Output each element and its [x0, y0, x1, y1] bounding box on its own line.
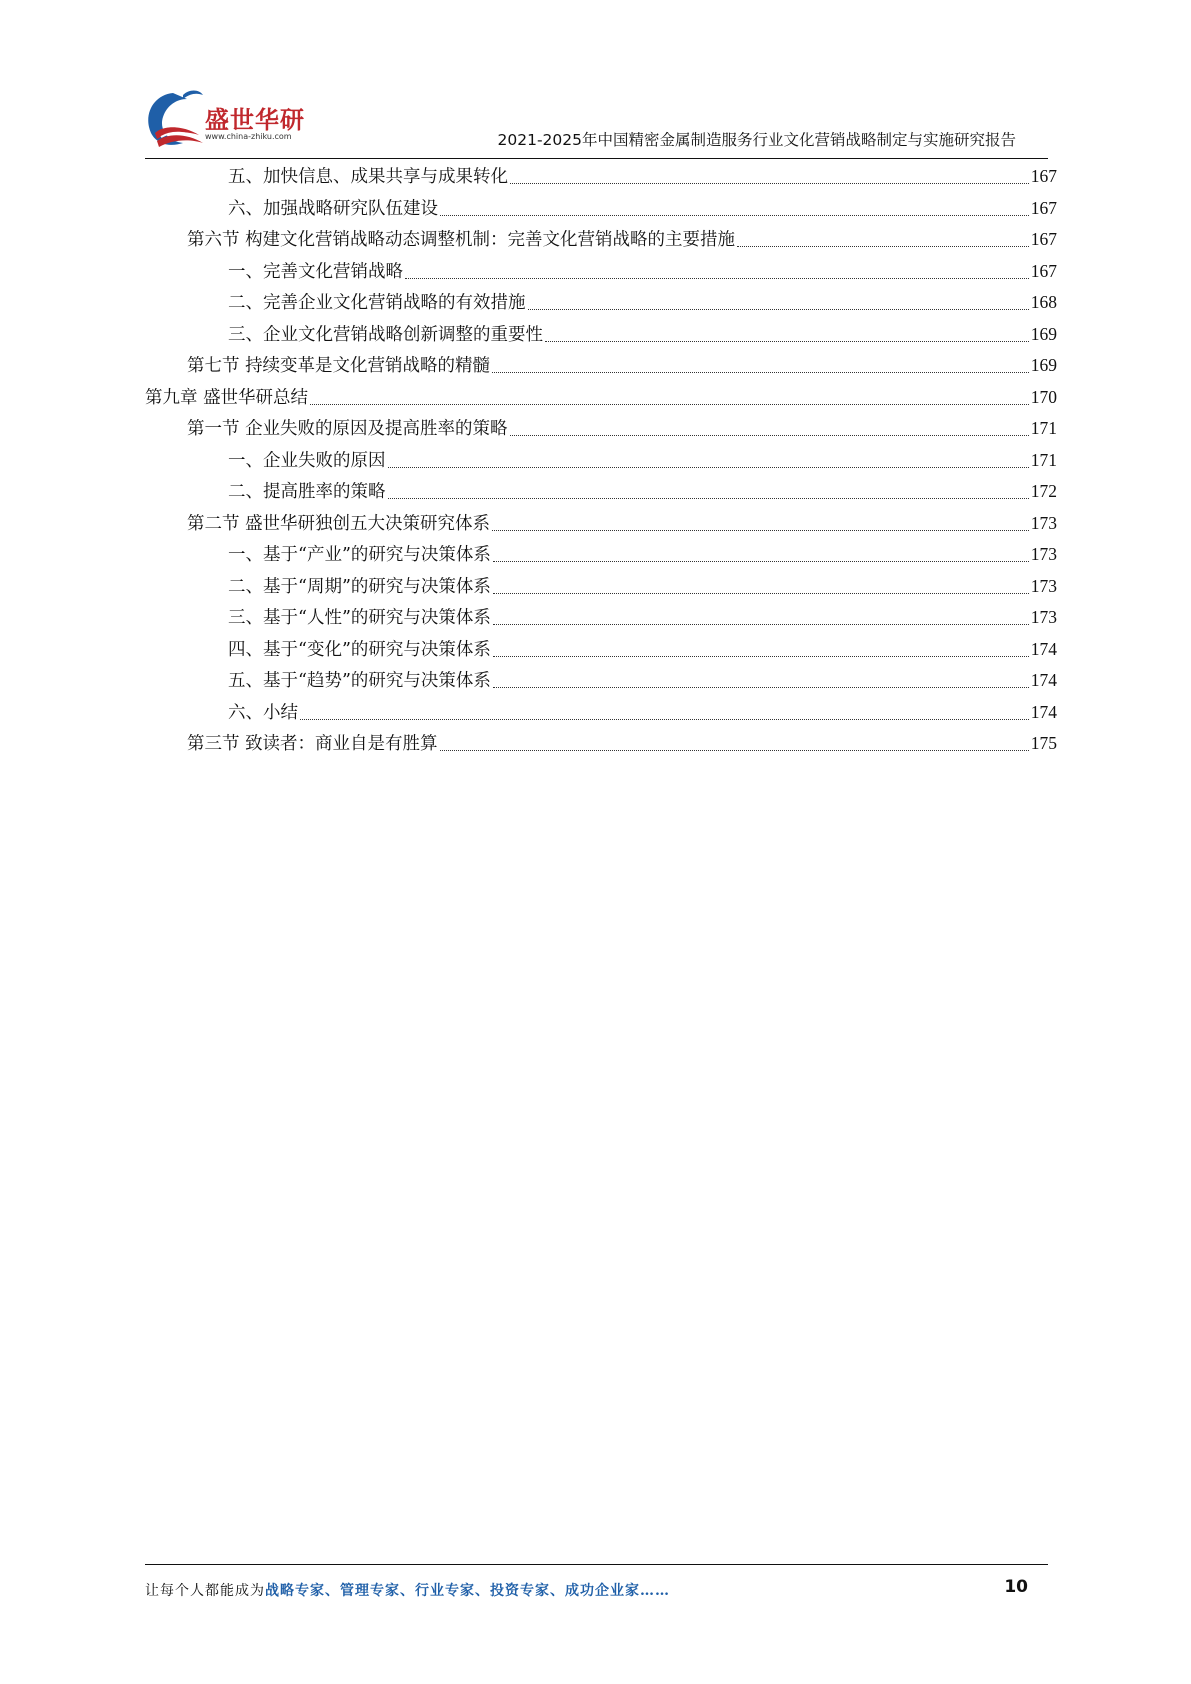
- toc-entry-title: 第二节 盛世华研独创五大决策研究体系: [187, 513, 491, 534]
- toc-entry[interactable]: [145, 634, 1057, 666]
- toc-entry[interactable]: [145, 728, 1057, 760]
- toc-dot-leader: [492, 530, 1029, 531]
- toc-entry-title: 第七节 持续变革是文化营销战略的精髓: [187, 356, 491, 376]
- toc-entry-page: 173: [1030, 575, 1057, 596]
- footer-slogan-emphasis: 战略专家、管理专家、行业专家、投资专家、成功企业家……: [265, 1583, 670, 1599]
- toc-dot-leader: [493, 593, 1029, 594]
- toc-entry[interactable]: [145, 413, 1057, 445]
- toc-dot-leader: [300, 719, 1029, 720]
- toc-entry-page: 170: [1030, 386, 1057, 407]
- toc-dot-leader: [528, 309, 1029, 310]
- toc-entry-page: 173: [1030, 607, 1057, 627]
- toc-entry[interactable]: [145, 319, 1057, 351]
- toc-entry[interactable]: [145, 445, 1057, 477]
- footer-divider: [145, 1564, 1048, 1565]
- toc-dot-leader: [440, 215, 1029, 216]
- table-of-contents: [145, 161, 1057, 760]
- toc-entry-title: 二、完善企业文化营销战略的有效措施: [228, 293, 526, 313]
- logo-url: www.china-zhiku.com: [205, 132, 292, 141]
- logo-text: 盛世华研: [205, 106, 305, 134]
- toc-entry-page: 167: [1030, 197, 1057, 218]
- toc-entry-title: 五、加快信息、成果共享与成果转化: [228, 167, 508, 187]
- toc-entry[interactable]: [145, 602, 1057, 634]
- toc-entry-title: 三、企业文化营销战略创新调整的重要性: [228, 324, 543, 345]
- toc-dot-leader: [405, 278, 1029, 279]
- toc-entry-title: 六、小结: [228, 702, 298, 723]
- toc-dot-leader: [493, 687, 1029, 688]
- toc-entry-page: 174: [1030, 670, 1057, 690]
- toc-entry[interactable]: [145, 224, 1057, 256]
- toc-dot-leader: [493, 656, 1029, 657]
- toc-dot-leader: [310, 404, 1029, 405]
- toc-entry[interactable]: [145, 571, 1057, 603]
- toc-entry[interactable]: [145, 476, 1057, 508]
- toc-entry-page: 169: [1030, 355, 1057, 375]
- toc-entry-title: 六、加强战略研究队伍建设: [228, 198, 438, 219]
- toc-dot-leader: [492, 372, 1029, 373]
- toc-entry-page: 175: [1030, 733, 1057, 753]
- toc-entry-page: 174: [1030, 701, 1057, 722]
- toc-entry-page: 167: [1030, 229, 1057, 249]
- toc-entry[interactable]: [145, 539, 1057, 571]
- toc-dot-leader: [493, 624, 1029, 625]
- toc-entry-page: 167: [1030, 260, 1057, 281]
- toc-dot-leader: [493, 561, 1029, 562]
- toc-entry-title: 第一节 企业失败的原因及提高胜率的策略: [187, 419, 508, 439]
- toc-entry-page: 174: [1030, 638, 1057, 659]
- toc-entry-page: 168: [1030, 292, 1057, 312]
- toc-dot-leader: [510, 183, 1029, 184]
- toc-entry-title: 二、基于“周期”的研究与决策体系: [228, 576, 491, 597]
- toc-dot-leader: [388, 498, 1029, 499]
- toc-entry-page: 173: [1030, 512, 1057, 533]
- page-header: [0, 0, 1191, 160]
- toc-entry-title: 一、基于“产业”的研究与决策体系: [228, 545, 491, 565]
- toc-entry-title: 一、完善文化营销战略: [228, 261, 403, 282]
- toc-dot-leader: [737, 246, 1029, 247]
- header-divider: [145, 158, 1048, 159]
- toc-dot-leader: [510, 435, 1029, 436]
- toc-dot-leader: [388, 467, 1029, 468]
- toc-entry[interactable]: [145, 256, 1057, 288]
- toc-entry-title: 第九章 盛世华研总结: [145, 387, 309, 408]
- toc-entry[interactable]: [145, 287, 1057, 319]
- toc-entry-page: 171: [1030, 418, 1057, 438]
- toc-entry-page: 167: [1030, 166, 1057, 186]
- document-title: 2021-2025年中国精密金属制造服务行业文化营销战略制定与实施研究报告: [497, 131, 1016, 149]
- toc-entry-page: 172: [1030, 481, 1057, 501]
- toc-entry[interactable]: [145, 161, 1057, 193]
- toc-entry[interactable]: [145, 193, 1057, 225]
- toc-entry-page: 171: [1030, 449, 1057, 470]
- toc-entry[interactable]: [145, 508, 1057, 540]
- toc-entry[interactable]: [145, 350, 1057, 382]
- toc-entry-page: 169: [1030, 323, 1057, 344]
- toc-entry-title: 一、企业失败的原因: [228, 450, 386, 471]
- toc-dot-leader: [440, 750, 1029, 751]
- footer-slogan: [145, 1580, 670, 1600]
- toc-entry-title: 五、基于“趋势”的研究与决策体系: [228, 671, 491, 691]
- toc-entry[interactable]: [145, 382, 1057, 414]
- toc-entry-page: 173: [1030, 544, 1057, 564]
- toc-dot-leader: [545, 341, 1029, 342]
- toc-entry-title: 三、基于“人性”的研究与决策体系: [228, 608, 491, 628]
- toc-entry[interactable]: [145, 665, 1057, 697]
- footer-slogan-lead: 让每个人都能成为: [145, 1583, 265, 1599]
- toc-entry-title: 二、提高胜率的策略: [228, 482, 386, 502]
- toc-entry-title: 第三节 致读者：商业自是有胜算: [187, 734, 438, 754]
- page-number: 10: [1004, 1577, 1028, 1597]
- toc-entry-title: 四、基于“变化”的研究与决策体系: [228, 639, 491, 660]
- toc-entry-title: 第六节 构建文化营销战略动态调整机制：完善文化营销战略的主要措施: [187, 230, 736, 250]
- toc-entry[interactable]: [145, 697, 1057, 729]
